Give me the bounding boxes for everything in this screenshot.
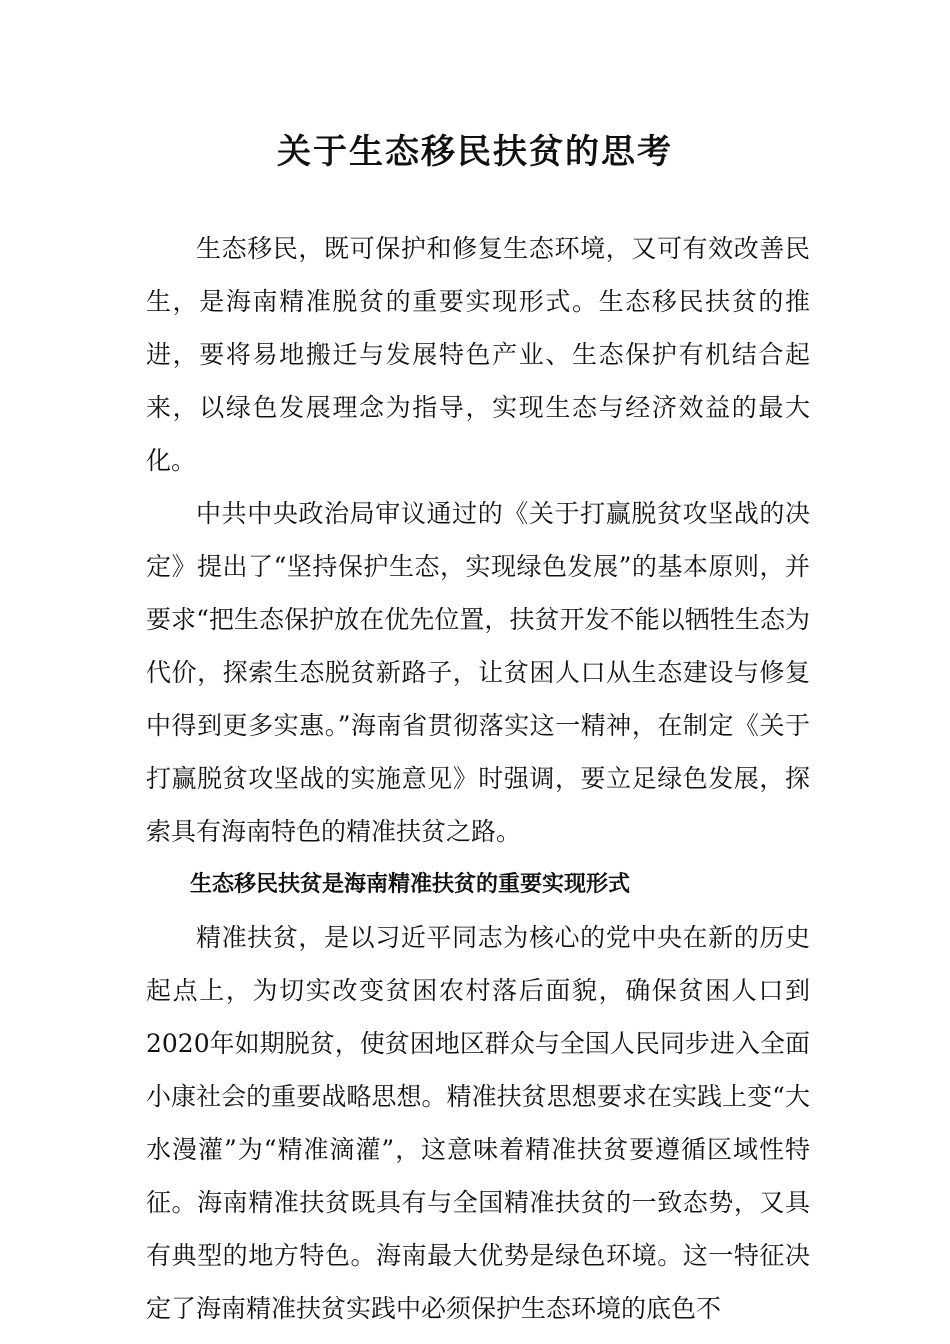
section-paragraph-1: 精准扶贫，是以习近平同志为核心的党中央在新的历史起点上，为切实改变贫困农村落后面貌，确保贫困人口到2020年如期脱贫，使贫困地区群众与全国人民同步进入全面小康社会的重要战略思想。精准扶贫思想要求在实践上变“大水漫灌”为“精准滴灌”，这意味着精准扶贫要遵循区域性特征。海南精准扶贫既具有与全国精准扶贫的一致态势，又具有典型的地方特色。海南最大优势是绿色环境。这一特征决定了海南精准扶贫实践中必须保护生态环境的底色不 [146, 923, 810, 1323]
paragraph-2: 中共中央政治局审议通过的《关于打赢脱贫攻坚战的决定》提出了“坚持保护生态，实现绿色发展”的基本原则，并要求“把生态保护放在优先位置，扶贫开发不能以牺牲生态为代价，探索生态脱贫新路子，让贫困人口从生态建设与修复中得到更多实惠。”海南省贯彻落实这一精神，在制定《关于打赢脱贫攻坚战的实施意见》时强调，要立足绿色发展，探索具有海南特色的精准扶贫之路。 [146, 499, 810, 846]
document-title: 关于生态移民扶贫的思考 [277, 132, 673, 172]
document-body [146, 222, 810, 1335]
section-heading: 生态移民扶贫是海南精准扶贫的重要实现形式 [190, 872, 631, 897]
paragraph-1: 生态移民，既可保护和修复生态环境，又可有效改善民生，是海南精准脱贫的重要实现形式。生态移民扶贫的推进，要将易地搬迁与发展特色产业、生态保护有机结合起来，以绿色发展理念为指导，实现生态与经济效益的最大化。 [146, 234, 810, 475]
